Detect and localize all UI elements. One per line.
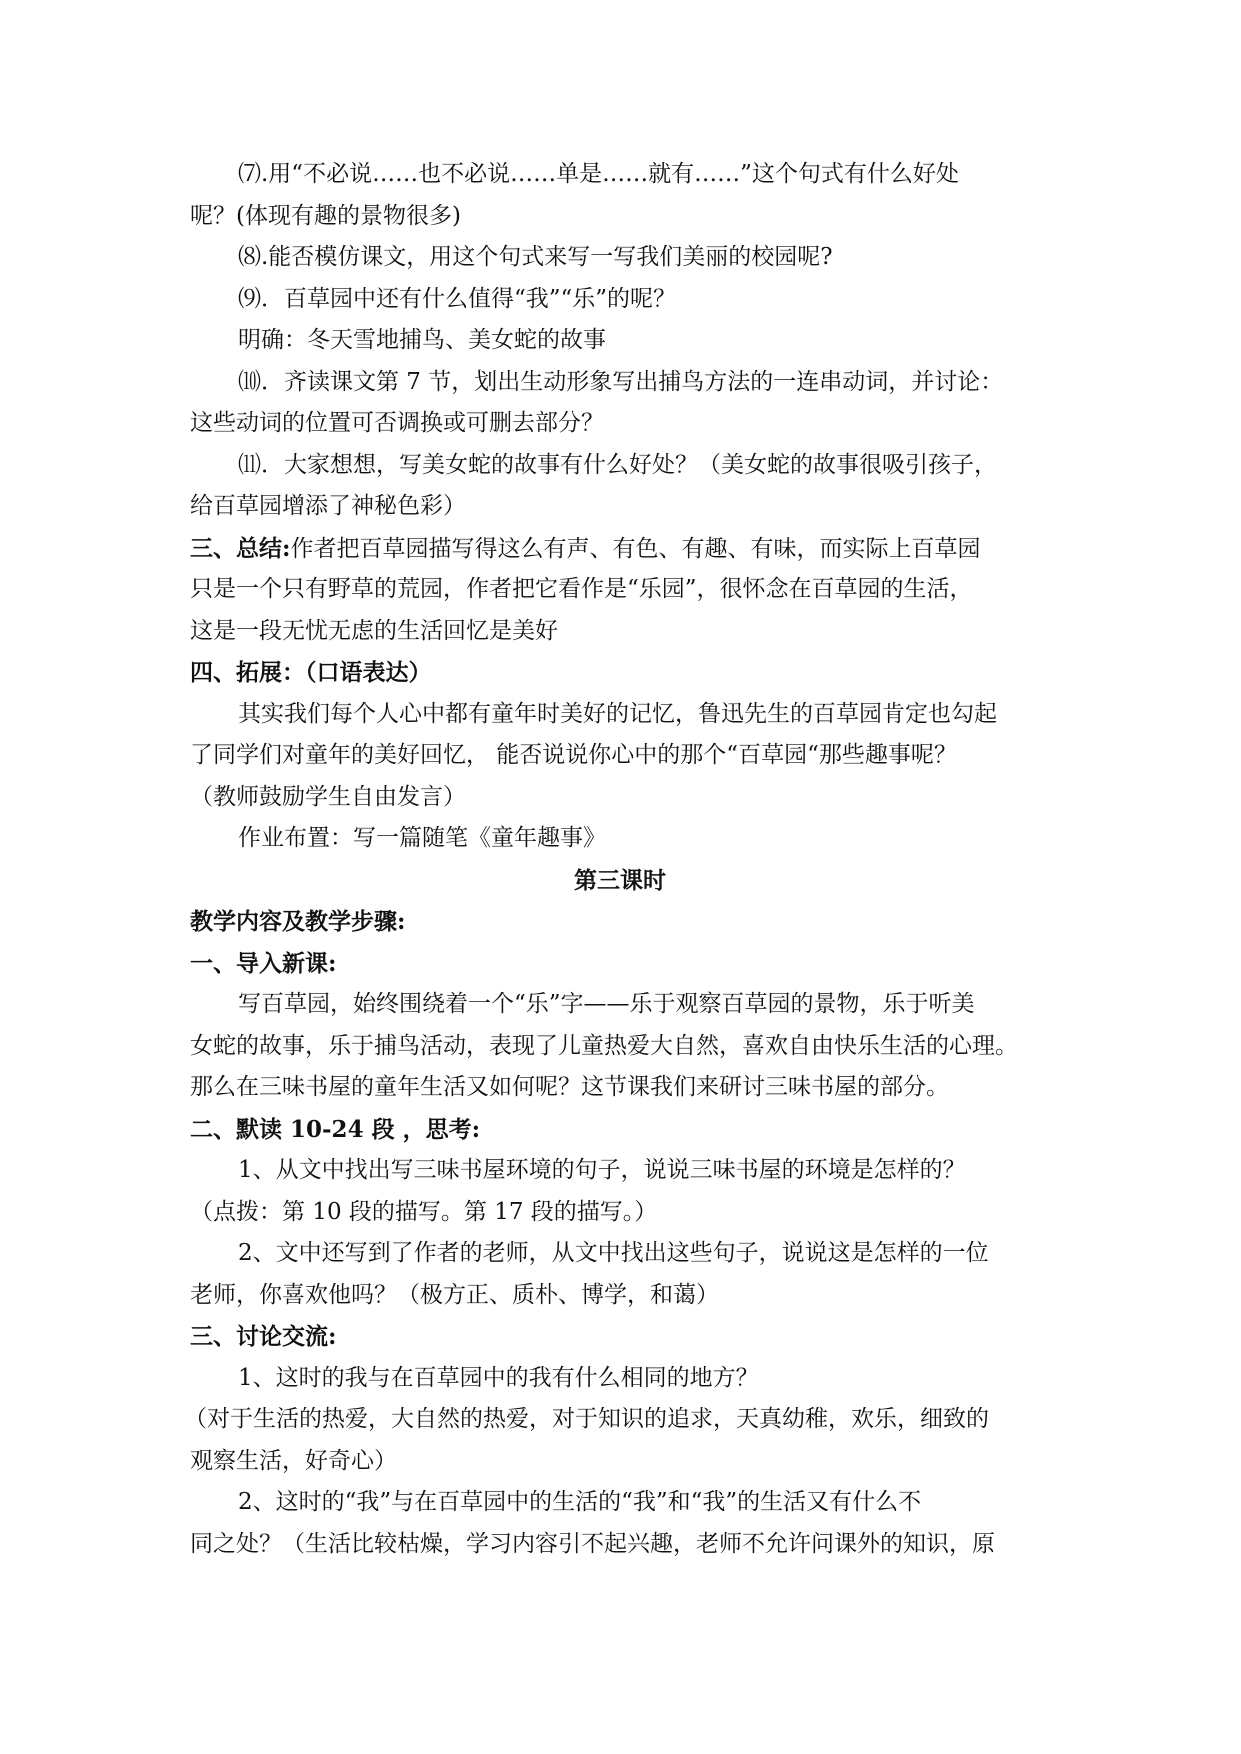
discussion-question-1: 1、这时的我与在百草园中的我有什么相同的地方？ — [238, 1364, 759, 1391]
silent-reading-heading: 二、默读 10-24 段 ，思考: — [190, 1115, 481, 1143]
extension-heading: 四、拓展：（口语表达） — [190, 659, 432, 686]
extension-line-2: 了同学们对童年的美好回忆， 能否说说你心中的那个“百草园“那些趣事呢？ — [190, 742, 957, 768]
introduction-line-1: 写百草园，始终围绕着一个“乐”字——乐于观察百草园的景物，乐于听美 — [238, 991, 975, 1017]
summary-text: 作者把百草园描写得这么有声、有色、有趣、有味，而实际上百草园 — [290, 535, 981, 562]
introduction-line-2: 女蛇的故事，乐于捕鸟活动，表现了儿童热爱大自然，喜欢自由快乐生活的心理。 — [190, 1032, 1018, 1059]
introduction-heading: 一、导入新课: — [190, 949, 337, 977]
discussion-answer-1-line-1: （对于生活的热爱，大自然的热爱，对于知识的追求，天真幼稚，欢乐，细致的 — [184, 1406, 989, 1432]
document-page — [184, 154, 1050, 1565]
question-9: ⑼．百草园中还有什么值得“我”“乐”的呢？ — [238, 285, 677, 312]
summary-heading: 三、总结: — [190, 534, 291, 562]
summary-line-3: 这是一段无忧无虑的生活回忆是美好 — [190, 617, 558, 644]
question-11-line-1: ⑾．大家想想，写美女蛇的故事有什么好处？（美女蛇的故事很吸引孩子， — [238, 451, 997, 478]
introduction-line-3: 那么在三味书屋的童年生活又如何呢？这节课我们来研讨三味书屋的部分。 — [190, 1074, 949, 1100]
question-7-line-2: 呢？(体现有趣的景物很多) — [190, 202, 461, 229]
homework-line: 作业布置：写一篇随笔《童年趣事》 — [238, 825, 606, 851]
teaching-steps-heading: 教学内容及教学步骤: — [190, 908, 406, 935]
summary-line-2: 只是一个只有野草的荒园，作者把它看作是“乐园”，很怀念在百草园的生活， — [190, 576, 973, 602]
question-8: ⑻.能否模仿课文，用这个句式来写一写我们美丽的校园呢? — [238, 244, 833, 270]
reading-question-1-line-2: （点拨：第 10 段的描写。第 17 段的描写。） — [190, 1198, 658, 1225]
question-10-line-1: ⑽．齐读课文第 7 节，划出生动形象写出捕鸟方法的一连串动词，并讨论： — [238, 368, 1004, 395]
reading-question-2-line-1: 2、文中还写到了作者的老师，从文中找出这些句子，说说这是怎样的一位 — [238, 1240, 989, 1266]
question-10-line-2: 这些动词的位置可否调换或可删去部分？ — [190, 410, 604, 436]
discussion-answer-1-line-2: 观察生活，好奇心） — [190, 1447, 397, 1474]
question-7-line-1: ⑺.用“不必说……也不必说……单是……就有……”这个句式有什么好处 — [238, 161, 959, 187]
reading-question-2-line-2: 老师，你喜欢他吗？（极方正、质朴、博学，和蔼） — [190, 1281, 719, 1308]
reading-question-1-line-1: 1、从文中找出写三味书屋环境的句子，说说三味书屋的环境是怎样的？ — [238, 1157, 966, 1183]
lesson-three-title: 第三课时 — [574, 866, 666, 894]
discussion-question-2-line-2: 同之处？（生活比较枯燥，学习内容引不起兴趣，老师不允许问课外的知识，原 — [190, 1530, 995, 1557]
discussion-question-2-line-1: 2、这时的“我”与在百草园中的生活的“我”和“我”的生活又有什么不 — [238, 1489, 922, 1515]
question-11-line-2: 给百草园增添了神秘色彩） — [190, 493, 466, 519]
discussion-heading: 三、讨论交流: — [190, 1323, 337, 1350]
extension-line-1: 其实我们每个人心中都有童年时美好的记忆，鲁迅先生的百草园肯定也勾起 — [238, 700, 997, 727]
summary-line-1 — [190, 528, 1050, 570]
answer-9: 明确：冬天雪地捕鸟、美女蛇的故事 — [238, 327, 606, 353]
extension-line-3: （教师鼓励学生自由发言） — [190, 783, 466, 810]
